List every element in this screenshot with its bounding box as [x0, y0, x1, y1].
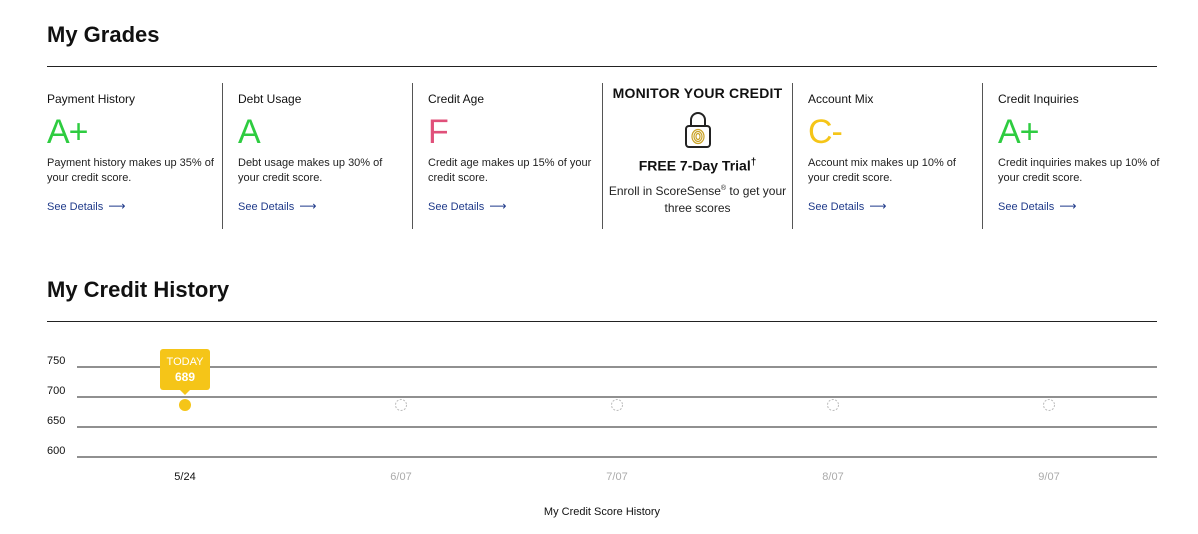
grade-letter: A	[238, 113, 260, 151]
grade-description: Credit inquiries makes up 10% of your credit score.	[998, 157, 1160, 184]
see-details-link[interactable]	[47, 199, 126, 213]
trial-text: FREE 7-Day Trial	[638, 157, 751, 174]
arrow-right-icon: ⟶	[108, 199, 126, 213]
tooltip-pointer	[180, 390, 190, 395]
tooltip-label: TODAY	[166, 356, 204, 368]
promo-desc-part1: Enroll in ScoreSense	[608, 183, 721, 198]
x-tick-label: 7/07	[606, 471, 628, 483]
grade-card-debt-usage	[222, 83, 412, 229]
promo-description	[603, 180, 792, 217]
divider	[47, 321, 1157, 322]
see-details-link[interactable]	[428, 199, 507, 213]
y-tick-label: 650	[47, 415, 66, 427]
y-tick-label: 600	[47, 445, 66, 457]
promo-trial	[603, 157, 792, 174]
grade-card-account-mix	[792, 83, 982, 229]
grades-row	[32, 83, 1172, 229]
see-details-label: See Details	[47, 201, 104, 213]
monitor-credit-promo[interactable]	[602, 83, 792, 229]
see-details-label: See Details	[428, 201, 485, 213]
see-details-label: See Details	[238, 201, 295, 213]
see-details-link[interactable]	[998, 199, 1077, 213]
grade-description: Account mix makes up 10% of your credit score.	[808, 157, 956, 184]
grades-title: My Grades	[47, 22, 160, 47]
x-tick-label: 6/07	[390, 471, 412, 483]
grade-letter: C-	[808, 113, 842, 151]
grade-name: Payment History	[47, 92, 136, 106]
x-tick-label: 8/07	[822, 471, 844, 483]
grade-letter: F	[428, 113, 448, 151]
credit-history-chart	[0, 340, 1198, 530]
grade-description: Payment history makes up 35% of your credit score.	[47, 157, 214, 184]
grade-card-credit-inquiries	[982, 83, 1172, 229]
credit-history-title: My Credit History	[47, 277, 230, 302]
arrow-right-icon: ⟶	[489, 199, 507, 213]
empty-point	[612, 400, 623, 411]
registered-mark: ®	[720, 184, 727, 192]
dagger-mark: †	[750, 157, 757, 168]
grade-description: Debt usage makes up 30% of your credit score.	[238, 157, 383, 184]
empty-point	[828, 400, 839, 411]
arrow-right-icon: ⟶	[869, 199, 887, 213]
promo-title: MONITOR YOUR CREDIT	[612, 85, 783, 101]
y-tick-label: 700	[47, 385, 66, 397]
grade-name: Account Mix	[808, 92, 874, 106]
chart-svg	[0, 340, 1198, 500]
y-tick-label: 750	[47, 355, 66, 367]
grade-name: Debt Usage	[238, 92, 302, 106]
empty-point	[1044, 400, 1055, 411]
empty-point	[396, 400, 407, 411]
see-details-link[interactable]	[808, 199, 887, 213]
today-score-tooltip	[160, 349, 210, 395]
see-details-link[interactable]	[238, 199, 317, 213]
grade-name: Credit Inquiries	[998, 92, 1079, 106]
see-details-label: See Details	[998, 201, 1055, 213]
tooltip-value: 689	[174, 370, 196, 384]
grade-card-payment-history	[32, 83, 222, 229]
grade-name: Credit Age	[428, 92, 485, 106]
fingerprint-lock-icon	[683, 109, 713, 149]
grade-letter: A+	[47, 113, 88, 151]
arrow-right-icon: ⟶	[299, 199, 317, 213]
promo-desc-part2: to get your three scores	[664, 183, 787, 215]
divider	[47, 66, 1157, 67]
arrow-right-icon: ⟶	[1059, 199, 1077, 213]
grade-description: Credit age makes up 15% of your credit score.	[428, 157, 592, 184]
x-tick-label: 5/24	[174, 471, 196, 483]
chart-caption: My Credit Score History	[543, 506, 661, 518]
grade-card-credit-age	[412, 83, 602, 229]
score-point	[179, 399, 191, 411]
see-details-label: See Details	[808, 201, 865, 213]
grade-letter: A+	[998, 113, 1039, 151]
x-tick-label: 9/07	[1038, 471, 1060, 483]
